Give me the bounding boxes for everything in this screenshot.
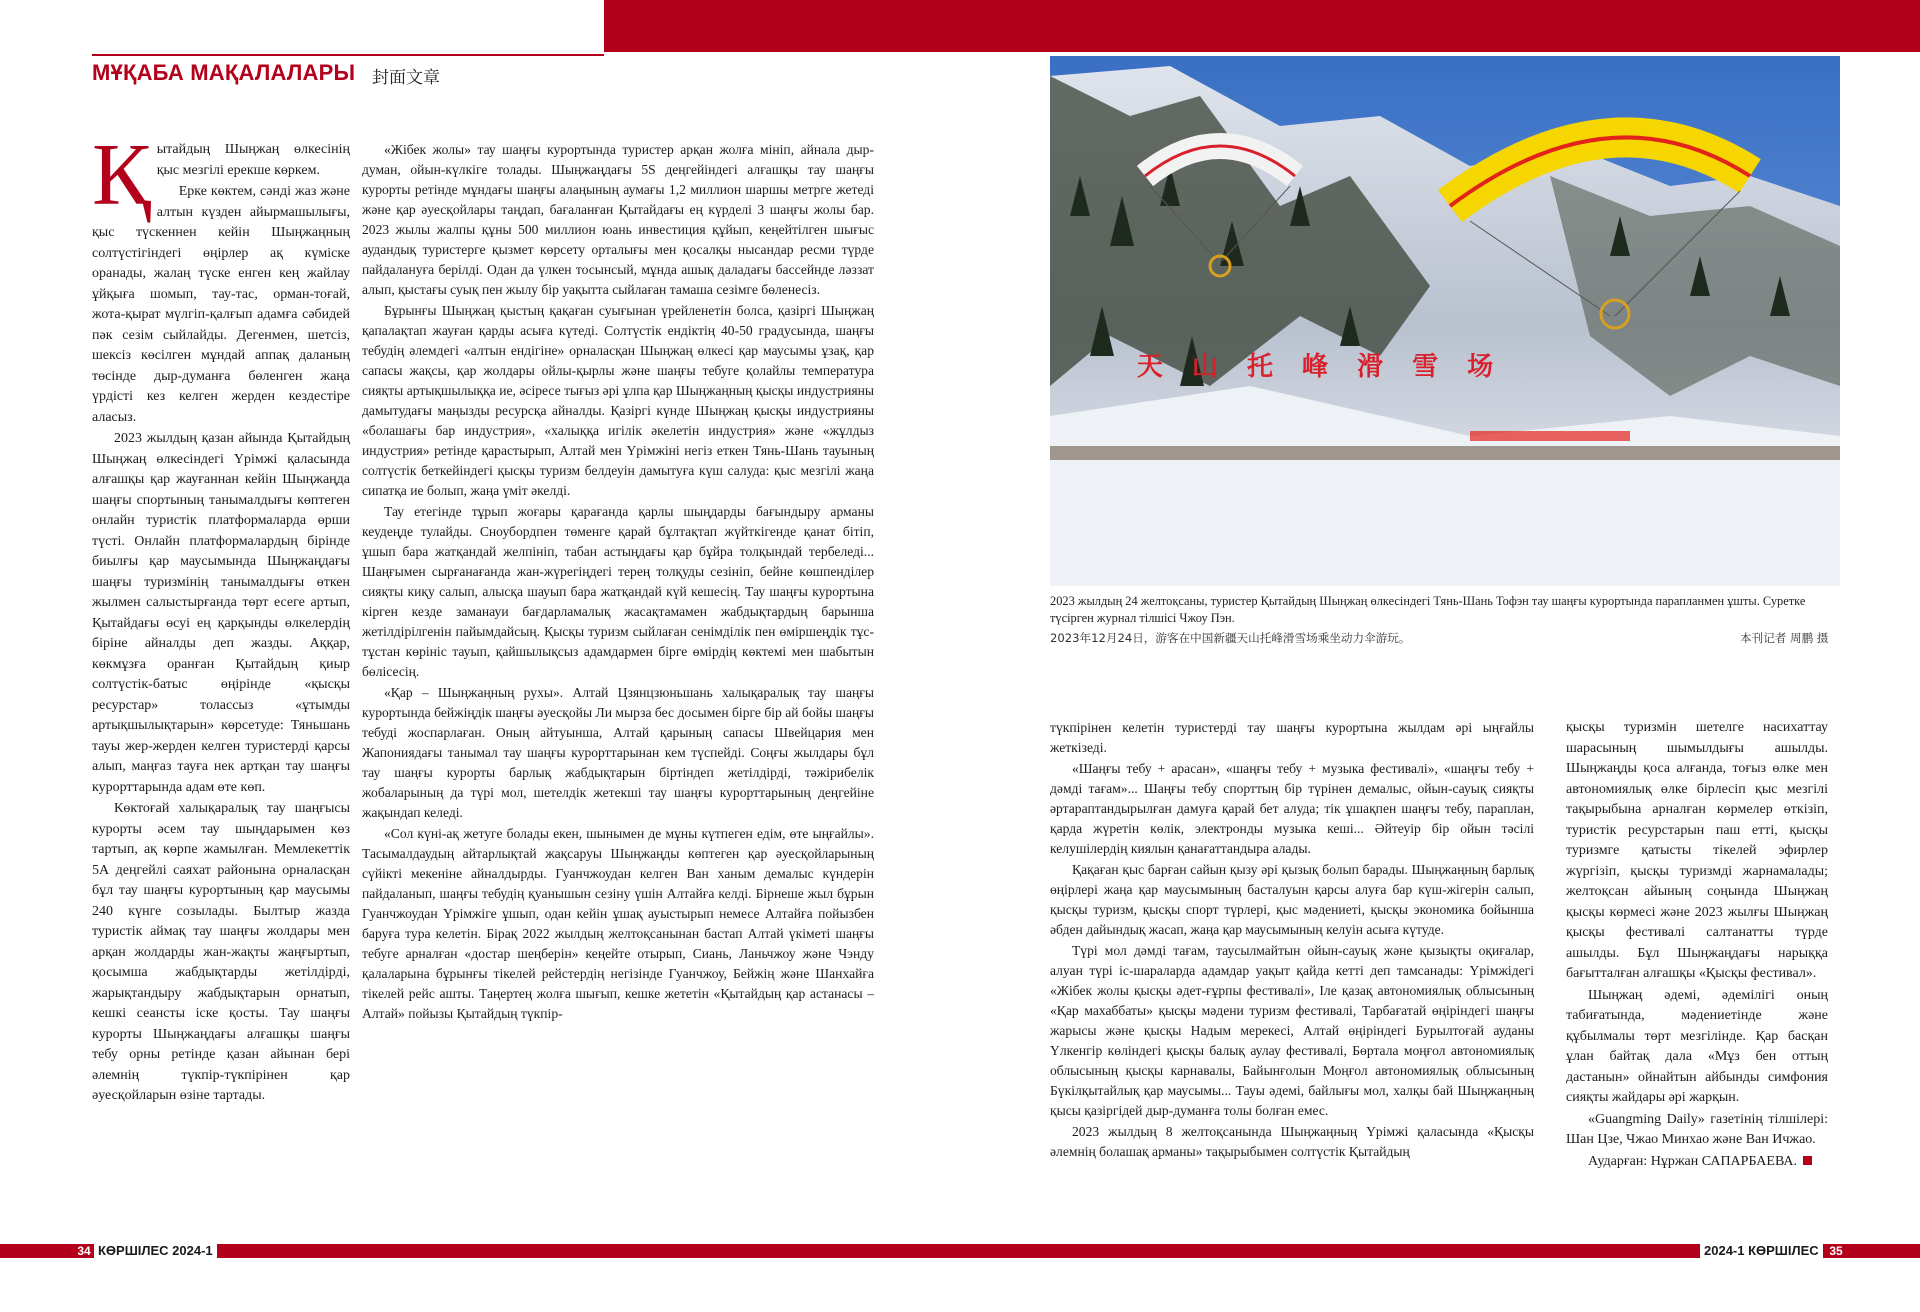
article-paragraph: Бұрынғы Шыңжаң қыстың қақаған суығынан үрейленетін болса, қазіргі Шыңжаң қапалақтап жауған қарды асыға күтеді. Солтүстік ендіктің 40-50 градусында, шаңғы тебудің әлемдегі «алтын ендігіне» орналасқан Шыңжаң өлкесі қар маусымы ұзақ, қар сапасы жақсы, қар жолдары ойлы-қырлы және шаңғы тебуге қолайлы температура сияқты артықшылыққа ие, әсіресе тығыз әрі ұлпа қар Шыңжаңның қысқы индустрияны дамытудағы маңызды ресурсқа айналды. Қазіргі күнде Шыңжаң қысқы индустрияны «болашағы бар индустрия», «халыққа игілік әкелетін индустрия» және «жұлдыз индустрия» ретінде қарастырып, Алтай мен Үрімжіні негіз еткен Тянь-Шань тауының солтүстік беткейіндегі қысқы туризм белдеуін дамытуға күш салуда: қыс мезгілі жаңа сипатқа ие болып, жаңа үміт әкелді. [362,303,874,498]
article-paragraph: «Сол күні-ақ жетуге болады екен, шынымен де мұны күтпеген едім, өте ыңғайлы». Тасымалдаудың айтарлықтай жақсаруы Шыңжаңды көптеген қар әуесқойларының сүйікті мекеніне айналдырды. Гуанчжоудан келген Ван ханым демалыс күндерін пайдаланып, шаңғы тебудің қуанышын сезіну үшін Алтайға келді. Бірнеше жыл бұрын Гуанчжоудан Үрімжіге ұшып, одан кейін ұшақ ауыстырып немесе Алтайға пойызбен баруға тура келетін. Бірақ 2022 жылдың желтоқсанынан бастап Алтай үкіметі шаңғы тебуге арналған «достар шеңберін» кеңейте отырып, Сиань, Ланьчжоу және Чэнду қалаларына бұрынғы тікелей рейстердің негізінде Гуанчжоу, Бейжің және Шанхайға тікелей рейс ашты. Таңертең жолға шығып, кешке жететін «Қытайдың қар астанасы – Алтай» пойызы Қытайдың түкпір- [362,826,874,1021]
article-paragraph: «Жібек жолы» тау шаңғы курортында туристер арқан жолға мініп, айнала дыр-думан, ойын-күлкіге толады. Шыңжаңдағы 5S деңгейіндегі алғашқы тау шаңғы курорты ретінде мұндағы шаңғы алаңының аумағы 1,2 миллион шаршы метрге жетеді және қар әуесқойлары таңдап, бағаланған Қытайдағы ең күрделі 3 шаңғы жолы бар. 2023 жылы жалпы құны 500 миллион юань инвестиция құйып, кеңейтілген шығыс аудандық туристерге қызмет көрсету орталығы мен қосалқы нысандар ресми түрде пайдалануға берілді. Одан да үлкен тосынсый, мұнда ашық даладағы бассейнде ләззат алып, қыстағы суық пен жылу бір уақытта сыйлаған тамаша сезімге бөленесіз. [362,142,874,297]
article-paragraph: Ерке көктем, сәнді жаз және алтын күзден айырмашылығы, қыс түскеннен кейін Шыңжаңның солтүстігіндегі өңірлер ақ күміске оранады, жалаң түске енген кең жайлау ұйқыға шомып, тау-тас, орман-тоғай, жота-қырат мүлгіп-қалғып адамға сәбидей пәк сезім сыйлайды. Дегенмен, шетсіз, шексіз көсілген мұндай аппақ даланың төсінде дыр-думанға бөленген жаңа үрдісті кез келген жерден кездестіре аласыз. [92,184,350,425]
header-rule [92,54,604,56]
translator-line: Аударған: Нұржан САПАРБАЕВА. [1566,1152,1828,1173]
end-mark-icon [1803,1156,1812,1165]
top-accent-bar [604,0,1920,52]
drop-cap: Қ [92,127,151,224]
article-paragraph: «Шаңғы тебу + арасан», «шаңғы тебу + музыка фестивалі», «шаңғы тебу + дәмді тағам»... Шаңғы тебу спорттың бір түрінен демалыс, ойын-сауық сияқты әртараптандырылған дамуға қарай бет алуда; тік ұшақпен шаңғы тебу, параплан, қарда жүретін көлік, электронды музыка кеші... Әйтеуір бір ойын тәсілі келушілердің киялын қанағаттандыра алады. [1050,761,1534,856]
photo-caption-chinese: 2023年12月24日，游客在中国新疆天山托峰滑雪场乘坐动力伞游玩。 [1050,631,1411,645]
article-paragraph: «Guangming Daily» газетінің тілшілері: Шан Цзе, Чжао Минхао және Ван Ичжао. [1566,1111,1828,1147]
photo-sign-text: 天 山 托 峰 滑 雪 场 [1136,352,1504,382]
article-paragraph: 2023 жылдың қазан айында Қытайдың Шыңжаң өлкесіндегі Үрімжі қаласында алғашқы қар жауғаннан кейін Шыңжаңда шаңғы спортының танымалдығы көптеген онлайн туристік платформаларда өрши түсті. Онлайн платформалардың бірінде биылғы қар маусымында Шыңжаңдағы шаңғы туризмінің танымалдығы өткен жылмен салыстырғанда төрт есеге артып, Қытайдағы өсуі ең қарқынды өлкелердің біріне айналды деп жазды. Аққар, көкмұзға оранған Қытайдың қиыр солтүстік-батыс өңірінде «қысқы ресурстар» толассыз «ұтымды артықшылықтарын» көрсетуде: Тяньшань тауы жер-жерден келген туристерді қарсы алып, маңғаз тауға нек артқан тау шаңғы курорттарында адам өте көп. [92,431,350,795]
section-title-chinese: 封面文章 [372,68,440,88]
right-page-number: 35 [1829,1244,1843,1258]
article-column-4 [1566,718,1828,1228]
article-column-3 [1050,718,1534,1228]
article-paragraph: Тау етегінде тұрып жоғары қарағанда қарлы шыңдарды бағындыру арманы кеудеңде тулайды. Сноубордпен төменге қарай бұлтақтап жүйткігенде қанат бітіп, ұшып бара жатқандай желпініп, табан астыңдағы қар бұйра толқындай тербеледі... Шаңғымен сырғанағанда жан-жүрегіңдегі терең толқуды сезініп, бейне көшпенділер сияқты киқу салып, алысқа шауып бара жатқандай күй кешесің. Тау шаңғы курортына кірген кезде заманауи бағдарламалық жасақтамамен жабдықтардың барынша жетілдірілгенін пайымдайсың. Қысқы туризм сыйлаған сенімділік пен өміршеңдік тұс-тұстан көрініс тауып, қайшылықсыз адамдармен бірге өмірдің көктемі мен шабытын бөлісесің. [362,504,874,679]
left-page-number: 34 [77,1244,91,1258]
article-paragraph: Көктоғай халықаралық тау шаңғысы курорты әсем тау шыңдарымен көз тартып, ақ көрпе жамылған. Мемлекеттік 5А деңгейлі саяхат районына орналасқан бұл тау шаңғы курортының қар маусымы 240 күнге созылады. Былтыр жазда туристік аймақ тау шаңғы жолдары мен арқан жолдарды жан-жақты жаңғыртып, қосымша жабдықтарды жетілдірді, жарықтандыру жабдықтарын орнатып, кешкі сеансты іске қосты. Тау шаңғы курорты Шыңжаңдағы алғашқы шаңғы тебу орны ретінде қазан айынан бері әлемнің түкпір-түкпірінен қар әуесқойларын өзіне тартады. [92,801,350,1103]
article-column-2 [362,140,874,1226]
article-paragraph: Шыңжаң әдемі, әдемілігі оның табиғатында, мәдениетінде және құбылмалы төрт мезгілінде. Қар басқан ұлан байтақ дала «Мұз бен оттың дастанын» ойнайтын айбынды симфония сияқты жайдары әрі жарқын. [1566,987,1828,1105]
right-footer-label: 2024-1 КӨРШІЛЕС [1700,1243,1823,1259]
left-footer-label: КӨРШІЛЕС 2024-1 [94,1243,217,1259]
section-title: МҰҚАБА МАҚАЛАЛАРЫ [92,60,356,85]
cover-photo-paragliding [1050,56,1840,586]
article-paragraph: Қытайдың Шыңжаң өлкесінің қыс мезгілі ерекше көркем. [92,127,350,224]
photo-caption-kazakh: 2023 жылдың 24 желтоқсаны, туристер Қытайдың Шыңжаң өлкесіндегі Тянь-Шань Тофэн тау шаңғы курортында парапланмен ұшты. Суретке түсірген журнал тілшісі Чжоу Пэн. [1050,594,1806,625]
article-paragraph: 2023 жылдың 8 желтоқсанында Шыңжаңның Үрімжі қаласында «Қысқы әлемнің болашақ арманы» тақырыбымен солтүстік Қытайдың [1050,1124,1534,1159]
footer-bar [0,1244,1920,1258]
article-paragraph: Қақаған қыс барған сайын қызу әрі қызық болып барады. Шыңжаңның барлық өңірлері жаңа қар маусымының басталуын қарсы алуға бар күш-жігерін салып, қысқы туризм, қысқы спорт түрлері, қыс мәдениеті, қысқы экономика бойынша әбден дайындық жасап, жаңа қар маусымының келуін асыға күтуде. [1050,862,1534,937]
article-paragraph: түкпірінен келетін туристерді тау шаңғы курортына жылдам әрі ыңғайлы жеткізеді. [1050,720,1534,755]
photo-illustration [1050,56,1840,586]
article-paragraph: «Қар – Шыңжаңның рухы». Алтай Цзянцзюньшань халықаралық тау шаңғы курортында бейжіңдік шаңғы әуесқойы Ли мырза бес досымен бірге бір ай бойы шаңғы тебуді жоспарлаған. Оның айтуынша, Алтай қарының сапасы Швейцария мен Жапониядағы танымал тау шаңғы курорттарынан кем түспейді. Соңғы жылдары бұл тау шаңғы курорты барлық жабдықтарын біртіндеп жетілдірді, тәжірибелік жобаларының да түрі мол, шетелдік жетекші тау шаңғы курорттарының деңгейіне жақындап келеді. [362,685,874,820]
photo-credit: 本刊记者 周鹏 摄 [1740,631,1829,645]
article-paragraph: қысқы туризмін шетелге насихаттау шарасының шымылдығы ашылды. Шыңжаңды қоса алғанда, тоғыз өлке мен автономиялық өлке бірлесіп қыс мезгілі тақырыбына арналған көрмелер өткізіп, туристік ресурстарын паш етті, қысқы туризмге қатысты тікелей эфирлер жүргізіп, қысқы туризмді жарнамалады; желтоқсан айының соңында Шыңжаң қысқы көрмесі және 2023 жылғы Шыңжаң қысқы фестивалі салтанатты түрде ашылды. Бұл Шыңжаңдағы нарыққа бағытталған алғашқы «Қысқы фестивал». [1566,720,1828,981]
article-column-1 [92,127,350,1226]
article-paragraph: Түрі мол дәмді тағам, таусылмайтын ойын-сауық және қызықты оқиғалар, алуан түрі іс-шараларда адамдар уақыт қайда кетті деп тамсанады: Үрімжідегі «Жібек жолы қысқы әдет-ғұрпы фестивалі», Іле қазақ автономиялық облысының «Қар махаббаты» қысқы мәдени туризм фестивалі, Тарбағатай өңіріндегі шаңғы жарысы және қысқы Надым мерекесі, Алтай өңіріндегі Бурылтоғай ауданы Үлкенгір көліндегі қысқы балық аулау фестивалі, Бөртала моңғол автономиялық облысының қысқы карнавалы, Байынғолын Моңғол автономиялық облысының Бүкілқытайлық қар маусымы... Тауы әдемі, байлығы мол, халқы бай Шыңжаңның қысы қазіргідей дыр-думанға толы болған емес. [1050,943,1534,1118]
